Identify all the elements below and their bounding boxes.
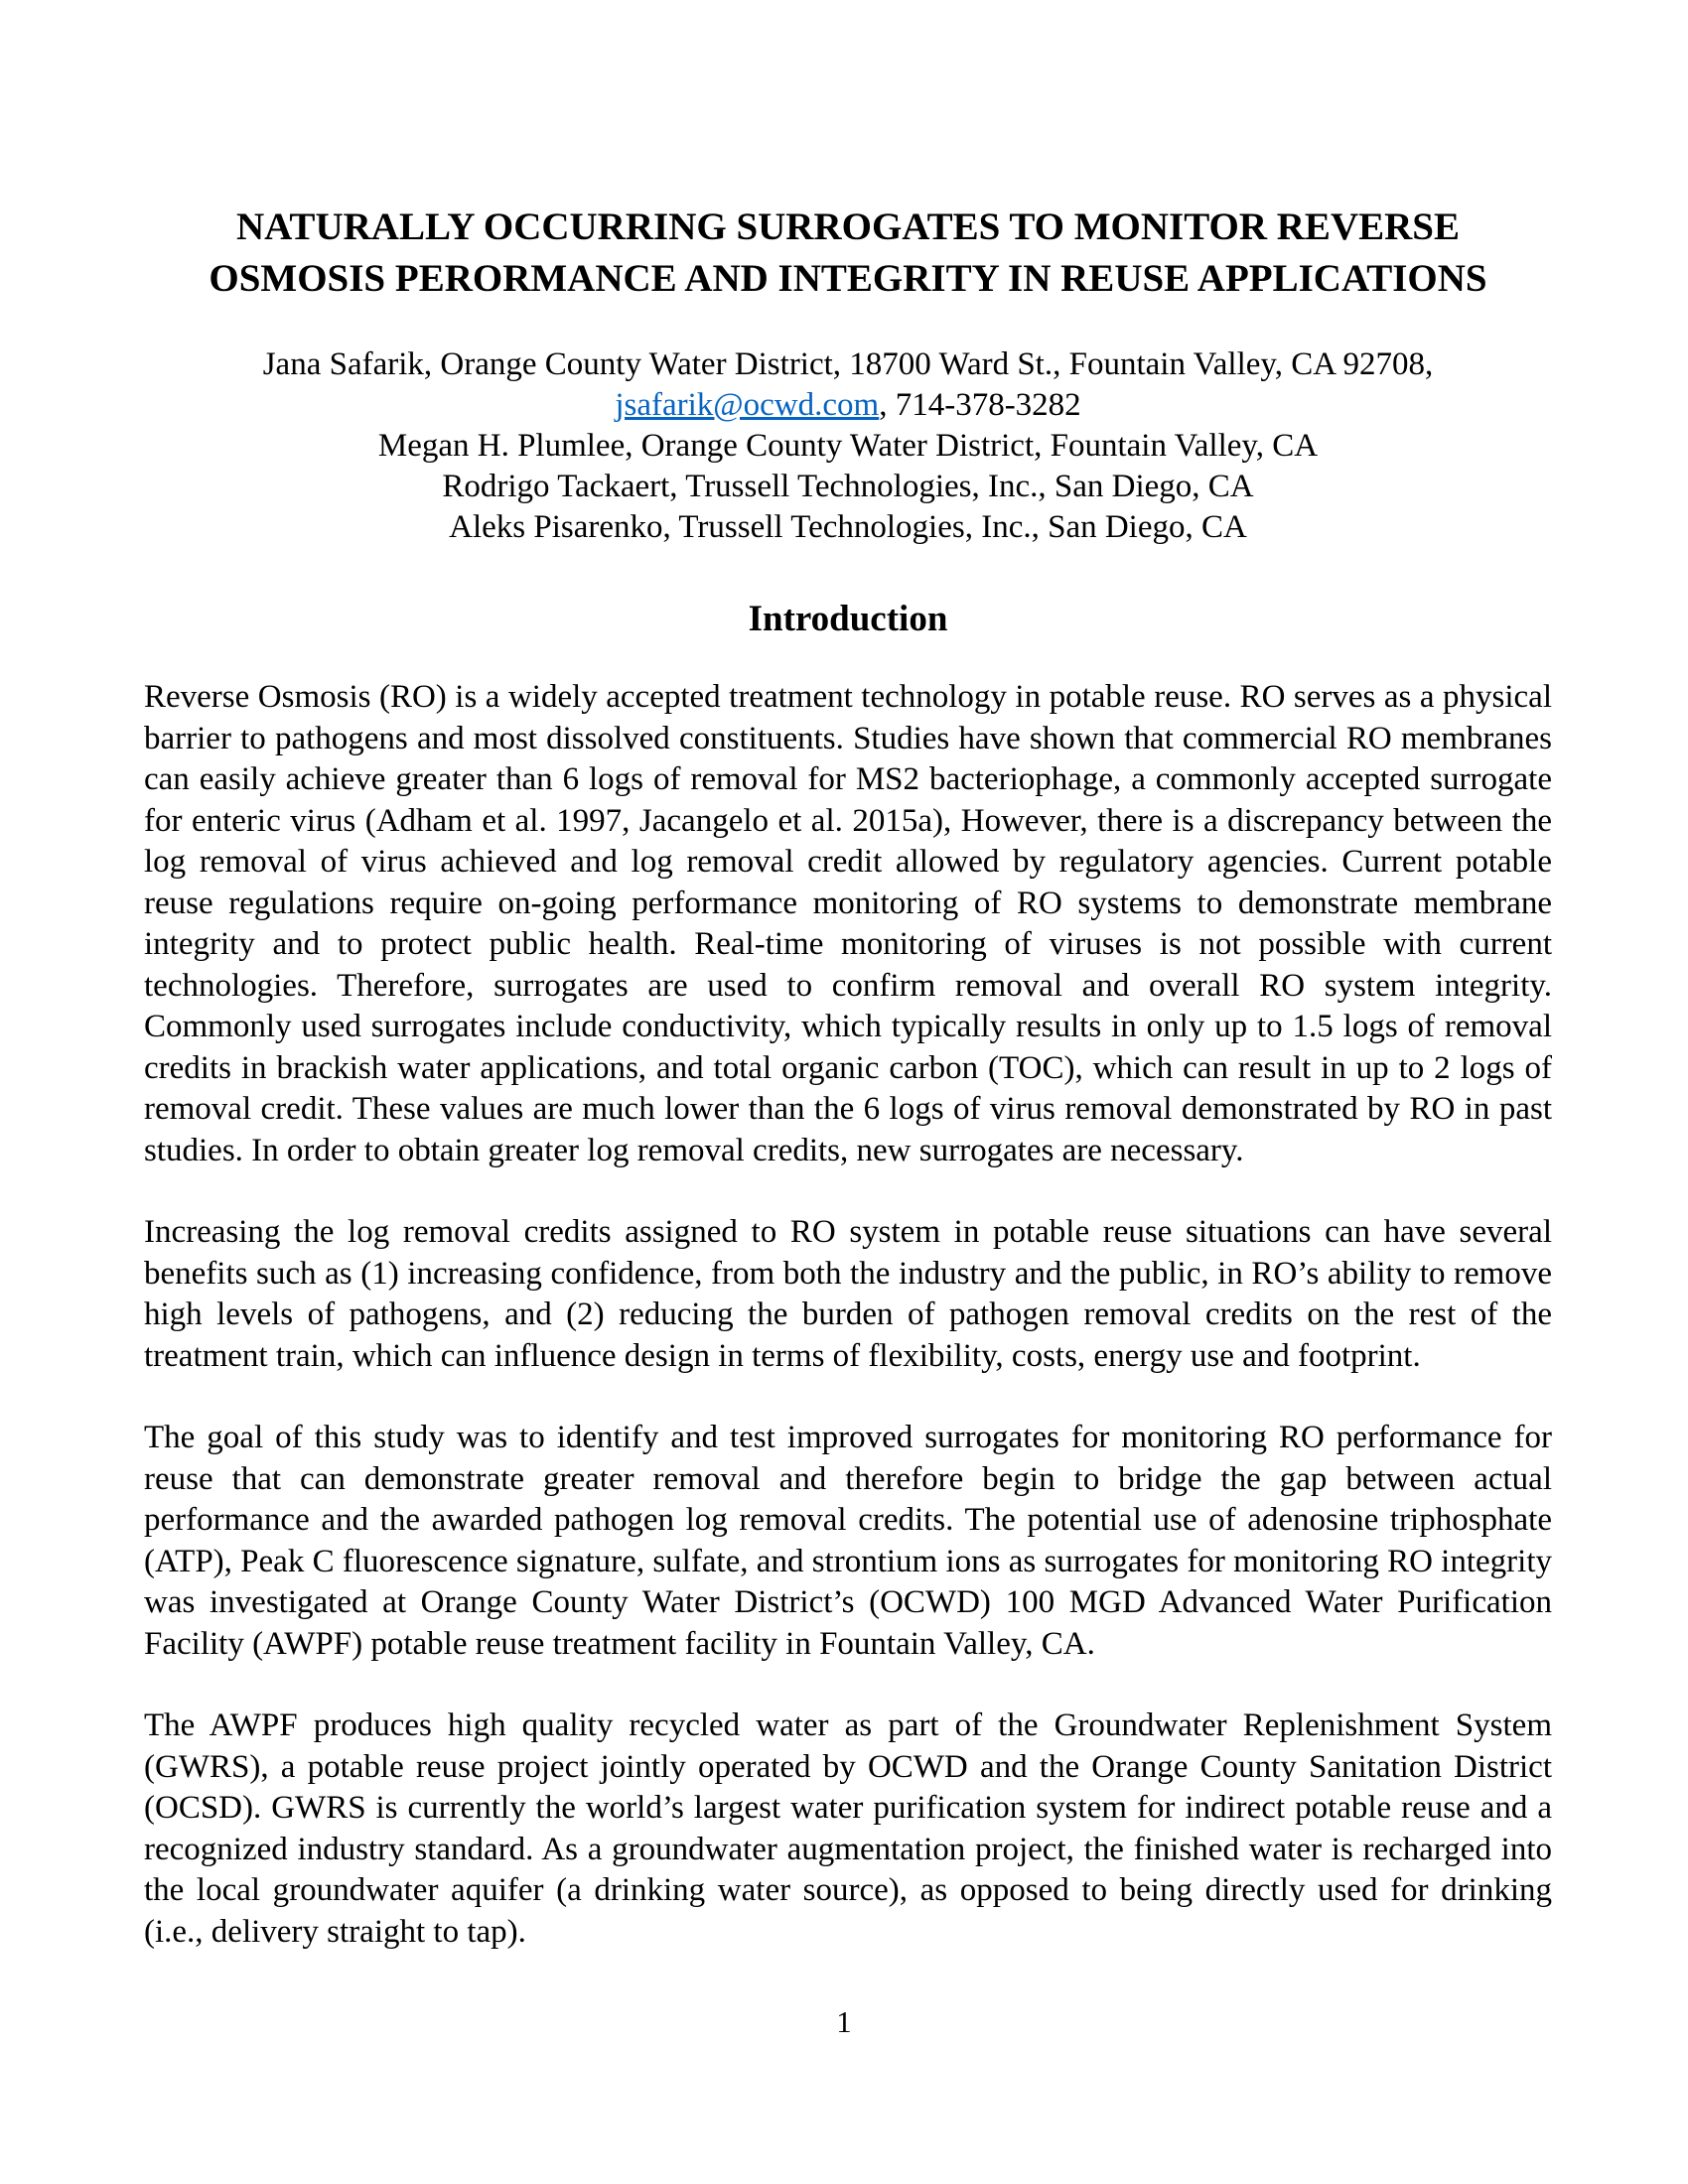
section-heading-introduction: Introduction bbox=[748, 599, 948, 639]
paragraph-3: The goal of this study was to identify and test improved surrogates for monitoring RO performance for reuse that can demonstrate greater removal and therefore begin to bridge the gap between actual performance and the awarded pathogen log removal credits. The potential use of adenosine triphosphate (ATP), Peak C fluorescence signature, sulfate, and strontium ions as surrogates for monitoring RO integrity was investigated at Orange County Water District’s (OCWD) 100 MGD Advanced Water Purification Facility (AWPF) potable reuse treatment facility in Fountain Valley, CA. bbox=[144, 1420, 1552, 1662]
paragraph-4: The AWPF produces high quality recycled water as part of the Groundwater Replenishment System (GWRS), a potable reuse project jointly operated by OCWD and the Orange County Sanitation District (OCSD). GWRS is currently the world’s largest water purification system for indirect potable reuse and a recognized industry standard. As a groundwater augmentation project, the finished water is recharged into the local groundwater aquifer (a drinking water source), as opposed to being directly used for drinking (i.e., delivery straight to tap). bbox=[144, 1707, 1552, 1950]
email-link[interactable]: jsafarik@ocwd.com bbox=[615, 387, 880, 423]
author-line-3: Megan H. Plumlee, Orange County Water District, Fountain Valley, CA bbox=[377, 428, 1319, 464]
author-line-4: Rodrigo Tackaert, Trussell Technologies, Inc., San Diego, CA bbox=[442, 469, 1254, 504]
author-line-2 bbox=[144, 385, 1552, 426]
document-content bbox=[144, 0, 1552, 1953]
author-block bbox=[144, 344, 1552, 548]
page-number: 1 bbox=[836, 2004, 852, 2039]
paragraph-1: Reverse Osmosis (RO) is a widely accepted treatment technology in potable reuse. RO serves as a physical barrier to pathogens and most dissolved constituents. Studies have shown that commercial RO membranes can easily achieve greater than 6 logs of removal for MS2 bacteriophage, a commonly accepted surrogate for enteric virus (Adham et al. 1997, Jacangelo et al. 2015a), However, there is a discrepancy between the log removal of virus achieved and log removal credit allowed by regulatory agencies. Current potable reuse regulations require on-going performance monitoring of RO systems to demonstrate membrane integrity and to protect public health. Real-time monitoring of viruses is not possible with current technologies. Therefore, surrogates are used to confirm removal and overall RO system integrity. Commonly used surrogates include conductivity, which typically results in only up to 1.5 logs of removal credits in brackish water applications, and total organic carbon (TOC), which can result in up to 2 logs of removal credit. These values are much lower than the 6 logs of virus removal demonstrated by RO in past studies. In order to obtain greater log removal credits, new surrogates are necessary. bbox=[144, 679, 1552, 1168]
page-title bbox=[144, 202, 1552, 305]
paragraph-2: Increasing the log removal credits assigned to RO system in potable reuse situations can have several benefits such as (1) increasing confidence, from both the industry and the public, in RO’s ability to remove high levels of pathogens, and (2) reducing the burden of pathogen removal credits on the rest of the treatment train, which can influence design in terms of flexibility, costs, energy use and footprint. bbox=[144, 1214, 1552, 1374]
page-title-line-2: OSMOSIS PERORMANCE AND INTEGRITY IN REUSE APPLICATIONS bbox=[209, 257, 1487, 300]
author-line-1: Jana Safarik, Orange County Water District, 18700 Ward St., Fountain Valley, CA 92708, bbox=[262, 346, 1434, 382]
page-title-line-1: NATURALLY OCCURRING SURROGATES TO MONITOR REVERSE bbox=[236, 205, 1460, 248]
phone-text: , 714-378-3282 bbox=[879, 387, 1081, 423]
author-line-5: Aleks Pisarenko, Trussell Technologies, Inc., San Diego, CA bbox=[449, 509, 1247, 545]
